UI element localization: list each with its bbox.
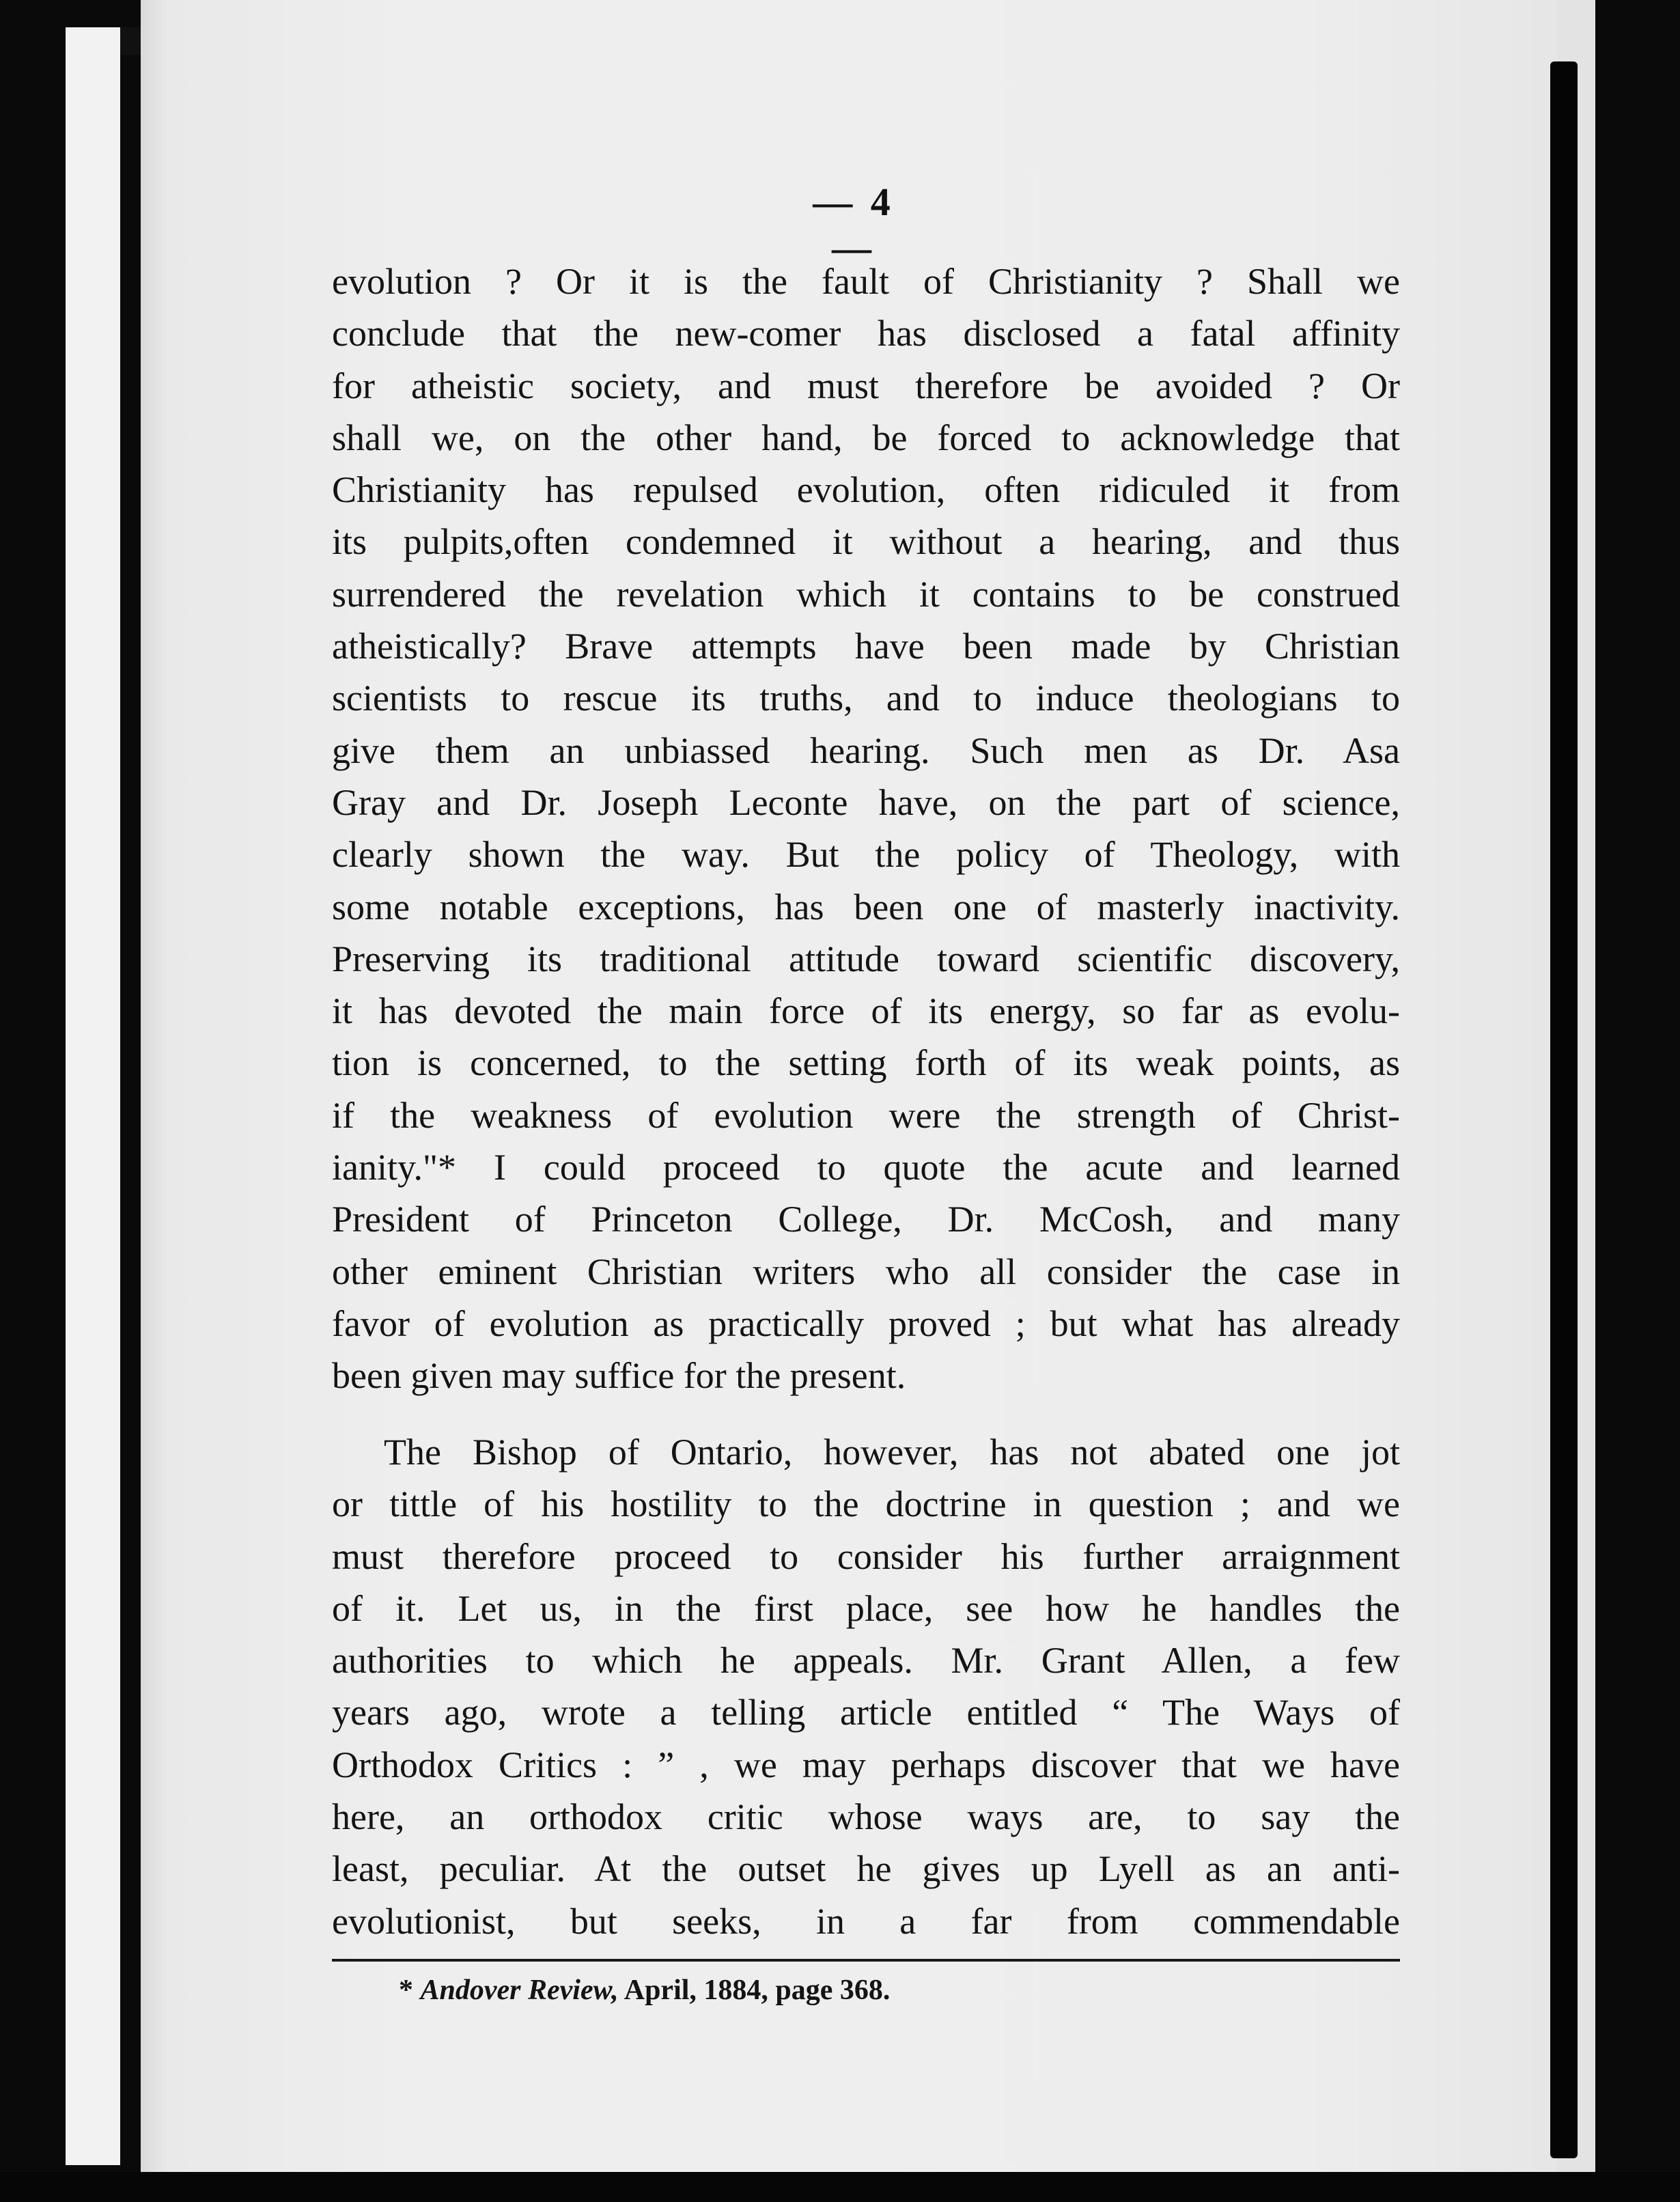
text-line: it has devoted the main force of its energy, so far as evolu-	[332, 990, 1400, 1032]
text-line: must therefore proceed to consider his further arraignment	[332, 1535, 1400, 1577]
scan-left-margin	[66, 27, 120, 2165]
footnote-divider	[332, 1959, 1400, 1962]
paragraph-1	[332, 255, 1400, 1402]
text-line: its pulpits,often condemned it without a hearing, and thus	[332, 521, 1400, 563]
text-line: evolutionist, but seeks, in a far from commendable	[332, 1900, 1400, 1942]
text-line: scientists to rescue its truths, and to induce theologians to	[332, 678, 1400, 719]
footnote-source: Andover Review,	[420, 1975, 619, 2006]
text-line: authorities to which he appeals. Mr. Grant Allen, a few	[332, 1640, 1400, 1682]
footnote-details: April, 1884, page 368.	[618, 1975, 891, 2006]
text-line: for atheistic society, and must therefore be avoided ? Or	[332, 365, 1400, 406]
text-line: Preserving its traditional attitude toward scientific discovery,	[332, 938, 1400, 979]
text-line: least, peculiar. At the outset he gives up Lyell as an anti-	[332, 1848, 1400, 1890]
text-line: surrendered the revelation which it contains to be construed	[332, 573, 1400, 615]
text-line: evolution ? Or it is the fault of Christianity ? Shall we	[332, 261, 1400, 302]
text-line: years ago, wrote a telling article entitled “ The Ways of	[332, 1692, 1400, 1733]
text-line: ianity."* I could proceed to quote the acute and learned	[332, 1147, 1400, 1188]
text-line: if the weakness of evolution were the strength of Christ-	[332, 1094, 1400, 1136]
text-line: here, an orthodox critic whose ways are, to say the	[332, 1796, 1400, 1838]
text-line: favor of evolution as practically proved ; but what has already	[332, 1302, 1400, 1344]
footnote-marker: *	[399, 1975, 421, 2006]
text-line: Orthodox Critics : ” , we may perhaps discover that we have	[332, 1744, 1400, 1785]
text-line: Gray and Dr. Joseph Leconte have, on the part of science,	[332, 781, 1400, 823]
page-number: — 4 —	[813, 180, 895, 270]
paragraph-2	[332, 1426, 1400, 1947]
text-line: other eminent Christian writers who all consider the case in	[332, 1251, 1400, 1292]
scan-bottom-edge	[0, 2172, 1680, 2202]
text-line: some notable exceptions, has been one of masterly inactivity.	[332, 886, 1400, 928]
text-line: been given may suffice for the present.	[332, 1355, 906, 1397]
text-line: atheistically? Brave attempts have been made by Christian	[332, 626, 1400, 667]
text-line: clearly shown the way. But the policy of Theology, with	[332, 834, 1400, 876]
text-line: of it. Let us, in the first place, see how he handles the	[332, 1587, 1400, 1629]
text-line: or tittle of his hostility to the doctrine in question ; and we	[332, 1483, 1400, 1525]
footnote	[399, 1967, 890, 2013]
binding-shadow	[1550, 61, 1578, 2158]
text-line: give them an unbiassed hearing. Such men as Dr. Asa	[332, 729, 1400, 771]
scan-corner-mark	[120, 27, 141, 55]
text-line: Christianity has repulsed evolution, often ridiculed it from	[332, 469, 1400, 511]
text-line: The Bishop of Ontario, however, has not abated one jot	[384, 1432, 1400, 1473]
text-line: tion is concerned, to the setting forth of its weak points, as	[332, 1042, 1400, 1084]
text-line: shall we, on the other hand, be forced to acknowledge that	[332, 417, 1400, 458]
text-line: President of Princeton College, Dr. McCosh, and many	[332, 1199, 1400, 1240]
text-line: conclude that the new-comer has disclosed a fatal affinity	[332, 313, 1400, 354]
